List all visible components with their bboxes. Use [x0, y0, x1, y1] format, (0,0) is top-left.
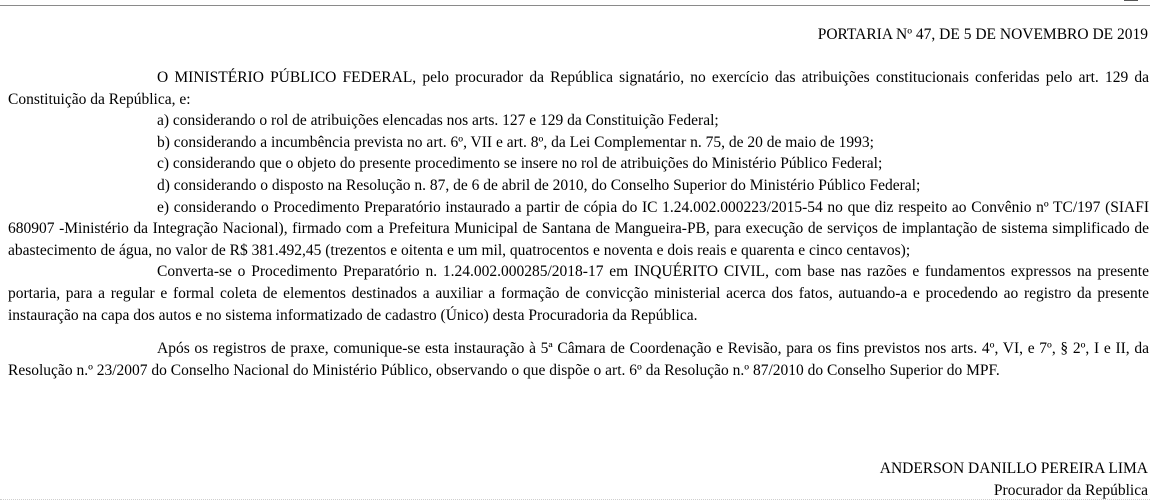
document-title: PORTARIA Nº 47, DE 5 DE NOVEMBRO DE 2019: [817, 26, 1148, 43]
bottom-divider: [0, 499, 1150, 500]
signatory-name: ANDERSON DANILLO PEREIRA LIMA: [879, 460, 1148, 477]
page-edge-mark: [1124, 0, 1138, 3]
document-body: [8, 67, 1149, 381]
top-divider: [0, 5, 1150, 6]
whereas-clause-a: a) considerando o rol de atribuições elencadas nos arts. 127 e 129 da Constituição Federal;: [157, 112, 719, 130]
signatory-role: Procurador da República: [993, 481, 1148, 499]
communication-paragraph: Após os registros de praxe, comunique-se esta instauração à 5ª Câmara de Coordenação e Revisão, para os fins previstos nos arts. 4º, VI, e 7º, § 2º, I e II, da Resolução n.º 23/2007 do Conselho Nacional do Ministério Público, observando o que dispõe o art. 6º da Resolução n.º 87/2010 do Conselho Superior do MPF.: [8, 340, 1149, 379]
whereas-clause-d: d) considerando o disposto na Resolução n. 87, de 6 de abril de 2010, do Conselho Superior do Ministério Público Federal;: [157, 176, 921, 194]
signature-block: [880, 458, 1148, 501]
whereas-clause-e: e) considerando o Procedimento Preparatório instaurado a partir de cópia do IC 1.24.002.000223/2015-54 no que diz respeito ao Convênio nº TC/197 (SIAFI 680907 -Ministério da Integração Nacional), firmado com a Prefeitura Municipal de Santana de Mangueira-PB, para execução de serviços de implantação de sistema simplificado de abastecimento de água, no valor de R$ 381.492,45 (trezentos e oitenta e um mil, quatrocentos e noventa e dois reais e quarenta e cinco centavos);: [8, 198, 1149, 259]
whereas-clause-c: c) considerando que o objeto do presente procedimento se insere no rol de atribuições do Ministério Público Federal;: [157, 155, 883, 173]
preamble-paragraph: O MINISTÉRIO PÚBLICO FEDERAL, pelo procurador da República signatário, no exercício das atribuições constitucionais conferidas pelo art. 129 da Constituição da República, e:: [8, 69, 1149, 108]
whereas-clause-b: b) considerando a incumbência prevista no art. 6º, VII e art. 8º, da Lei Complementar n. 75, de 20 de maio de 1993;: [157, 133, 874, 151]
conversion-paragraph: Converta-se o Procedimento Preparatório n. 1.24.002.000285/2018-17 em INQUÉRITO CIVIL, com base nas razões e fundamentos expressos na presente portaria, para a regular e formal coleta de elementos destinados a auxiliar a formação de convicção ministerial acerca dos fatos, autuando-a e procedendo ao registro da presente instauração na capa dos autos e no sistema informatizado de cadastro (Único) desta Procuradoria da República.: [8, 263, 1149, 324]
